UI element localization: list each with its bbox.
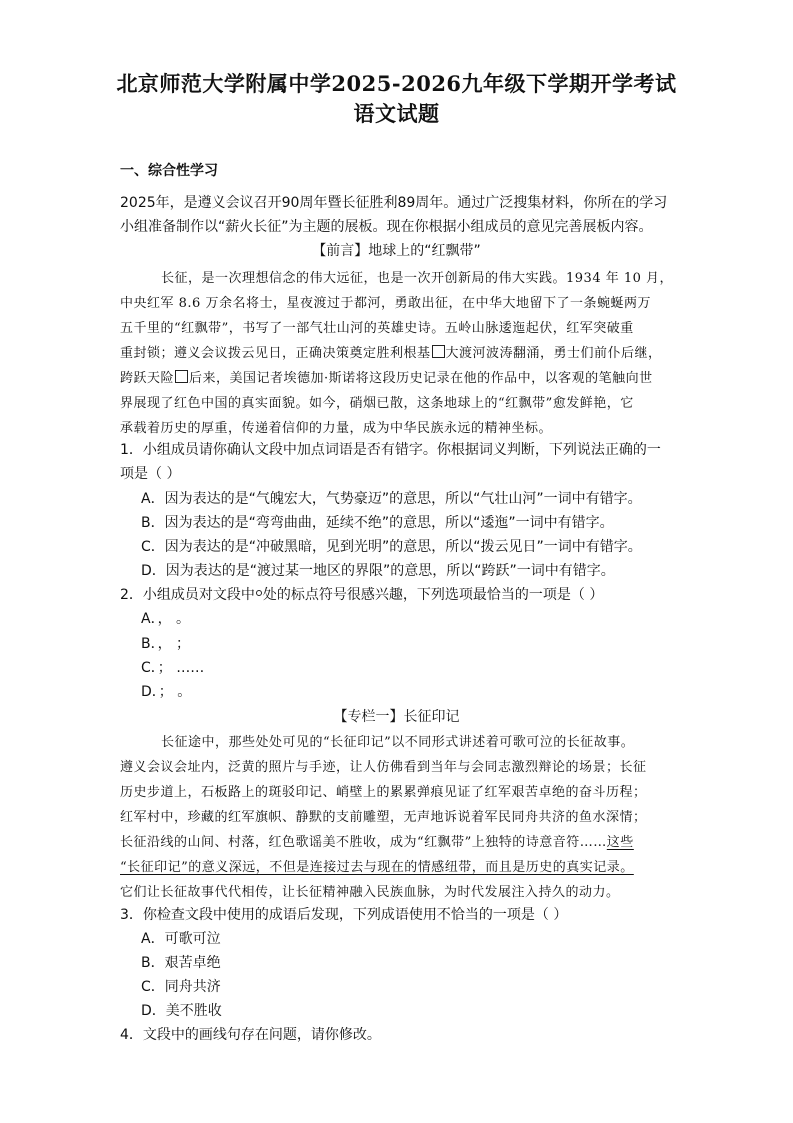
preface-line-4b: 大渡河波涛翻涌，勇士们前仆后继， [445,346,662,361]
q2-option-d: D．； 。 [141,684,192,700]
preface-line-5a: 跨跃天险 [120,371,175,386]
blank-box-1 [432,345,445,358]
column1-line-4: 红军村中，珍藏的红军旗帜、静默的支前雕塑，无声地诉说着军民同舟共济的鱼水深情； [120,810,647,825]
q2-stem [120,584,603,604]
preface-line-5 [120,367,653,386]
q2-stem-b: 处的标点符号很感兴趣，下列选项最恰当的一项是（ ） [262,587,604,603]
q1-option-a: A．因为表达的是“气魄宏大，气势豪迈”的意思，所以“气壮山河”一词中有错字。 [141,491,642,507]
column1-line-7: 它们让长征故事代代相传，让长征精神融入民族血脉，为时代发展注入持久的动力。 [120,885,620,900]
page-title: 北京师范大学附属中学2025-2026九年级下学期开学考试 [116,71,677,96]
q1-option-c: C．因为表达的是“冲破黑暗，见到光明”的意思，所以“拨云见日”一词中有错字。 [141,539,642,555]
q2-option-c: C．； …… [141,660,205,676]
column1-line-5 [120,831,634,850]
section-heading: 一、综合性学习 [120,163,218,179]
preface-line-5b: 后来，美国记者埃德加·斯诺将这段历史记录在他的作品中，以客观的笔触向世 [189,371,653,386]
preface-line-2: 中央红军 8.6 万余名将士，星夜渡过于都河，勇敢出征，在中华大地留下了一条蜿蜒两万 [120,296,651,311]
column1-heading: 【专栏一】长征印记 [333,709,460,725]
q3-stem: 3．你检查文段中使用的成语后发现，下列成语使用不恰当的一项是（ ） [120,907,568,923]
intro-line-1: 2025年，是遵义会议召开90周年暨长征胜利89周年。通过广泛搜集材料，你所在的学习 [120,195,668,211]
q4-stem: 4．文段中的画线句存在问题，请你修改。 [120,1027,381,1043]
q2-option-a: A．， 。 [141,611,191,627]
preface-line-4a: 重封锁；遵义会议拨云见日，正确决策奠定胜利根基 [120,346,431,361]
underlined-sentence: “长征印记”的意义深远，不但是连接过去与现在的情感纽带，而且是历史的真实记录。 [120,860,634,875]
q3-option-d: D．美不胜收 [141,1003,222,1019]
q1-stem-2: 项是（ ） [120,466,181,482]
column1-line-3: 历史步道上，石板路上的斑驳印记、峭壁上的累累弹痕见证了红军艰苦卓绝的奋斗历程； [120,785,647,800]
preface-line-6: 界展现了红色中国的真实面貌。如今，硝烟已散，这条地球上的“红飘带”愈发鲜艳，它 [120,396,634,411]
preface-line-4 [120,342,662,361]
preface-heading: 【前言】地球上的“红飘带” [312,243,481,259]
preface-line-3: 五千里的“红飘带”，书写了一部气壮山河的英雄史诗。五岭山脉逶迤起伏，红军突破重 [120,321,634,336]
q3-option-c: C．同舟共济 [141,979,221,995]
q2-stem-a: 2．小组成员对文段中 [120,587,255,603]
blank-box-2 [175,370,188,383]
page-subtitle: 语文试题 [353,101,440,126]
underlined-sentence-start: 这些 [606,835,634,850]
intro-line-2: 小组准备制作以“薪火长征”为主题的展板。现在你根据小组成员的意见完善展板内容。 [120,219,653,235]
q1-option-b: B．因为表达的是“弯弯曲曲，延续不绝”的意思，所以“逶迤”一词中有错字。 [141,515,614,531]
q1-option-d: D．因为表达的是“渡过某一地区的界限”的意思，所以“跨跃”一词中有错字。 [141,563,615,579]
column1-line-2: 遵义会议会址内，泛黄的照片与手迹，让人仿佛看到当年与会同志激烈辩论的场景；长征 [120,760,647,775]
q1-stem-1: 1．小组成员请你确认文段中加点词语是否有错字。你根据词义判断，下列说法正确的一 [120,442,661,458]
preface-line-1: 长征，是一次理想信念的伟大远征，也是一次开创新局的伟大实践。1934 年 10 月， [161,271,674,286]
circle-mark-icon [256,590,262,596]
column1-line-1: 长征途中，那些处处可见的“长征印记”以不同形式讲述着可歌可泣的长征故事。 [161,735,635,750]
q2-option-b: B．， ； [141,636,191,652]
column1-line-5a: 长征沿线的山间、村落，红色歌谣美不胜收，成为“红飘带”上独特的诗意音符…… [120,835,607,850]
q3-option-b: B．艰苦卓绝 [141,955,221,971]
q3-option-a: A．可歌可泣 [141,931,221,947]
preface-line-7: 承载着历史的厚重，传递着信仰的力量，成为中华民族永远的精神坐标。 [120,421,553,436]
